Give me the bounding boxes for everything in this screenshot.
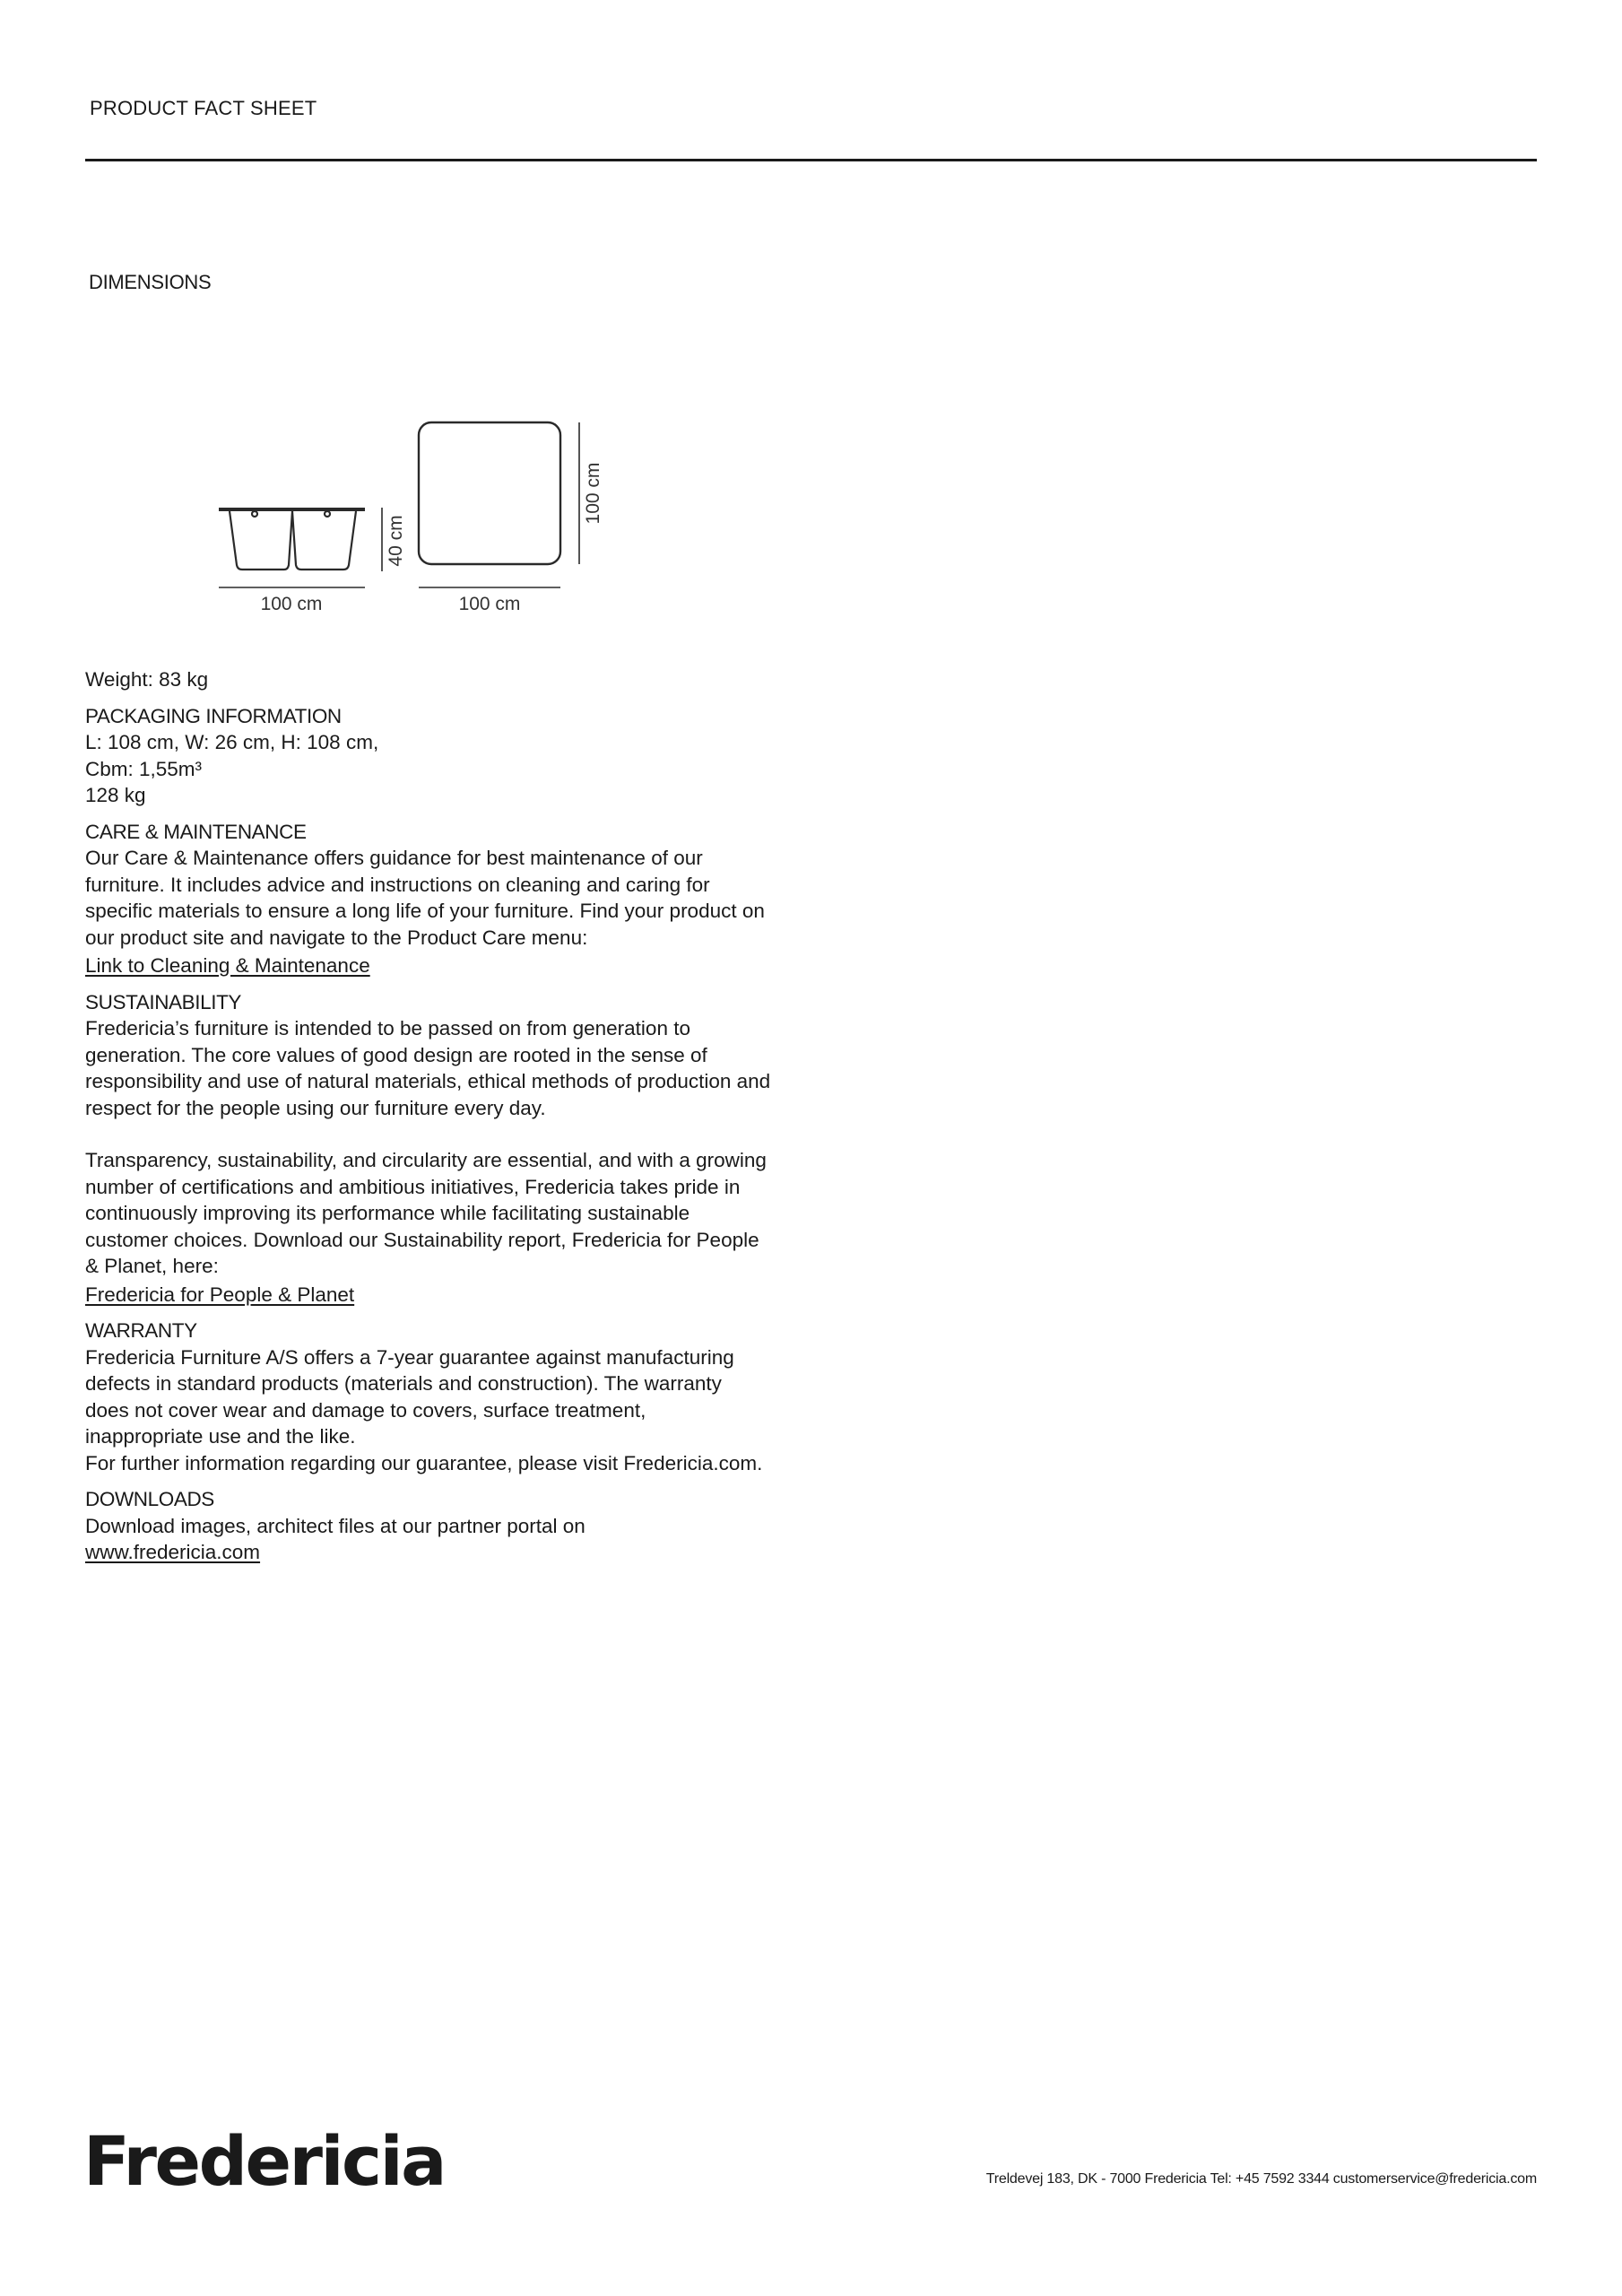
top-depth-label: 100 cm bbox=[583, 462, 603, 525]
downloads-heading: DOWNLOADS bbox=[85, 1488, 214, 1510]
sustainability-line: & Planet, here: bbox=[85, 1255, 219, 1277]
fact-sheet-content bbox=[85, 666, 820, 1566]
sustainability-line: generation. The core values of good design are rooted in the sense of bbox=[85, 1043, 707, 1066]
paragraph-gap bbox=[85, 1121, 820, 1147]
warranty-line: does not cover wear and damage to covers, surface treatment, bbox=[85, 1398, 646, 1422]
weight-text: Weight: 83 kg bbox=[85, 668, 209, 691]
sustainability-line: Fredericia’s furniture is intended to be passed on from generation to bbox=[85, 1017, 690, 1039]
packaging-heading: PACKAGING INFORMATION bbox=[85, 704, 342, 727]
side-view-drawing bbox=[219, 509, 365, 570]
footer-address: Treldevej 183, DK - 7000 Fredericia Tel: +45 7592 3344 customerservice@fredericia.com bbox=[985, 2171, 1537, 2187]
sustainability-line: customer choices. Download our Sustainability report, Fredericia for People bbox=[85, 1228, 759, 1251]
care-heading: CARE & MAINTENANCE bbox=[85, 820, 307, 843]
care-maintenance-link[interactable]: Link to Cleaning & Maintenance bbox=[85, 954, 370, 977]
sustainability-line: respect for the people using our furniture every day. bbox=[85, 1096, 546, 1119]
top-width-label: 100 cm bbox=[458, 594, 521, 614]
packaging-line: Cbm: 1,55m³ bbox=[85, 757, 203, 780]
page-header-title: PRODUCT FACT SHEET bbox=[90, 97, 317, 119]
dimension-drawing bbox=[0, 0, 1622, 646]
sustainability-line: Transparency, sustainability, and circularity are essential, and with a growing bbox=[85, 1149, 767, 1171]
packaging-line: 128 kg bbox=[85, 784, 146, 806]
warranty-line: inappropriate use and the like. bbox=[85, 1425, 356, 1448]
warranty-section bbox=[85, 1318, 820, 1476]
warranty-line: Fredericia Furniture A/S offers a 7-year guarantee against manufacturing bbox=[85, 1345, 734, 1369]
top-view-drawing bbox=[419, 422, 560, 564]
care-line: Our Care & Maintenance offers guidance for best maintenance of our bbox=[85, 847, 703, 869]
packaging-line: L: 108 cm, W: 26 cm, H: 108 cm, bbox=[85, 731, 379, 753]
fredericia-logo: Fredericia bbox=[83, 2121, 445, 2201]
sustainability-line: number of certifications and ambitious initiatives, Fredericia takes pride in bbox=[85, 1175, 741, 1198]
care-section bbox=[85, 819, 820, 979]
people-planet-link[interactable]: Fredericia for People & Planet bbox=[85, 1283, 355, 1306]
warranty-heading: WARRANTY bbox=[85, 1319, 197, 1342]
side-width-label: 100 cm bbox=[260, 594, 323, 614]
dimensions-heading: DIMENSIONS bbox=[89, 271, 212, 293]
care-line: our product site and navigate to the Product Care menu: bbox=[85, 926, 588, 949]
sustainability-section bbox=[85, 989, 820, 1309]
care-line: furniture. It includes advice and instructions on cleaning and caring for bbox=[85, 873, 710, 896]
warranty-line: For further information regarding our guarantee, please visit Fredericia.com. bbox=[85, 1451, 763, 1474]
website-link[interactable]: www.fredericia.com bbox=[85, 1541, 261, 1563]
sustainability-line: continuously improving its performance while facilitating sustainable bbox=[85, 1202, 690, 1224]
warranty-line: defects in standard products (materials and construction). The warranty bbox=[85, 1372, 722, 1395]
side-height-label: 40 cm bbox=[386, 515, 406, 567]
downloads-section bbox=[85, 1486, 820, 1566]
downloads-line: Download images, architect files at our partner portal on bbox=[85, 1514, 585, 1537]
care-line: specific materials to ensure a long life of your furniture. Find your product on bbox=[85, 900, 765, 922]
sustainability-line: responsibility and use of natural materials, ethical methods of production and bbox=[85, 1070, 771, 1092]
packaging-section bbox=[85, 703, 820, 809]
sustainability-heading: SUSTAINABILITY bbox=[85, 990, 242, 1013]
